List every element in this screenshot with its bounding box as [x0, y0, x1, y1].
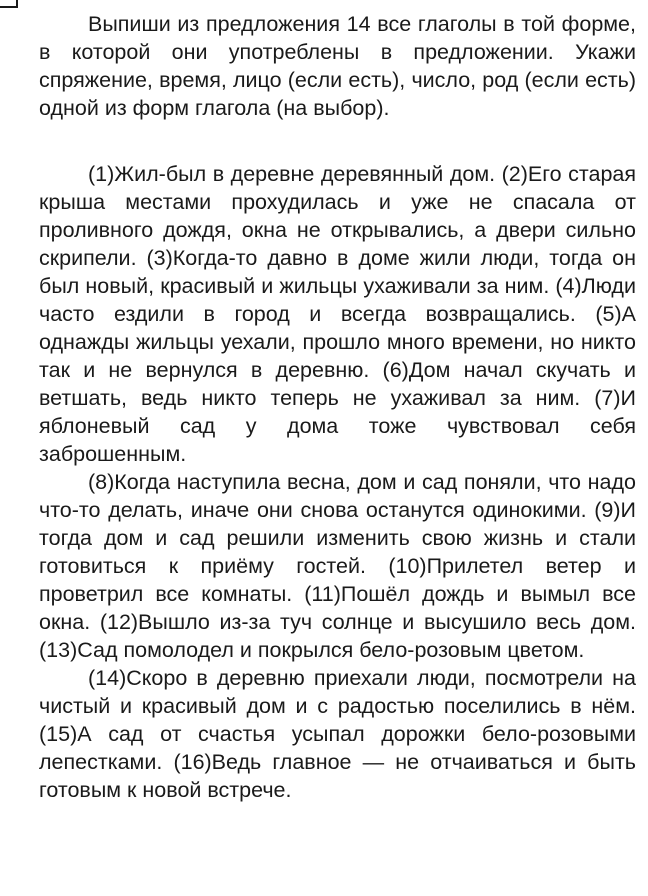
source-text — [39, 160, 636, 804]
task-instruction: Выпиши из предложения 14 все глаголы в той форме, в которой они употреблены в предложении. Укажи спряжение, время, лицо (если есть), число, род (если есть) одной из форм глагола (на выбор). — [39, 12, 636, 120]
text-paragraph-1: (1)Жил-был в деревне деревянный дом. (2)Его старая крыша местами прохудилась и уже не спасала от проливного дождя, окна не открывались, а двери сильно скрипели. (3)Когда-то давно в доме жили люди, тогда он был новый, красивый и жильцы ухаживали за ним. (4)Люди часто ездили в город и всегда возвращались. (5)А однажды жильцы уехали, прошло много времени, но никто так и не вернулся в деревню. (6)Дом начал скучать и ветшать, ведь никто теперь не ухаживал за ним. (7)И яблоневый сад у дома тоже чувствовал себя заброшенным. — [39, 162, 636, 466]
document-page — [39, 10, 636, 804]
corner-mark — [0, 0, 18, 8]
text-paragraph-3: (14)Скоро в деревню приехали люди, посмотрели на чистый и красивый дом и с радостью поселились в нём. (15)А сад от счастья усыпал дорожки бело-розовыми лепестками. (16)Ведь главное — не отчаиваться и быть готовым к новой встрече. — [39, 666, 636, 802]
text-paragraph-2: (8)Когда наступила весна, дом и сад поняли, что надо что-то делать, иначе они снова останутся одинокими. (9)И тогда дом и сад решили изменить свою жизнь и стали готовиться к приёму гостей. (10)Прилетел ветер и проветрил все комнаты. (11)Пошёл дождь и вымыл все окна. (12)Вышло из-за туч солнце и высушило весь дом. (13)Сад помолодел и покрылся бело-розовым цветом. — [39, 470, 636, 662]
